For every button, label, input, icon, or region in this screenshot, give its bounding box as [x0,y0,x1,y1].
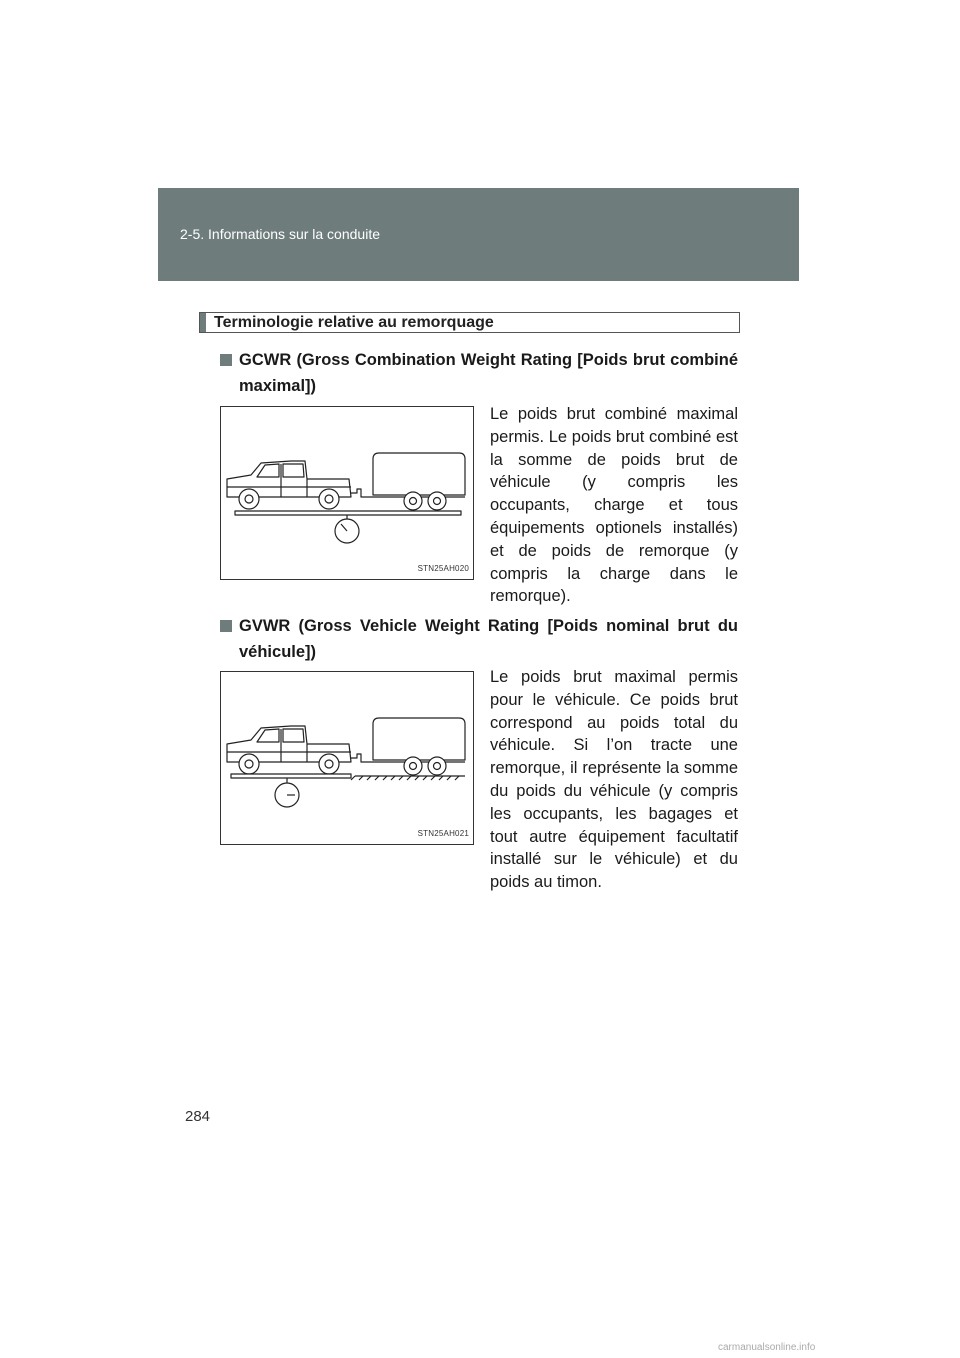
footer-watermark[interactable]: carmanualsonline.info [718,1342,816,1353]
gcwr-description: Le poids brut combiné maximal permis. Le poids brut combiné est la somme de poids brut de véhicule (y compris les occupants, charge et tous équipements optionels installés) et de poids de remorque (y compris la charge dans le remorque). [490,405,738,606]
gvwr-figure-code: STN25AH021 [417,829,469,838]
header-band [158,188,799,281]
gvwr-description: Le poids brut maximal permis pour le véhicule. Ce poids brut correspond au poids total du véhicule. Si l’on tracte une remorque, il représente la somme du poids du véhicule (y compris les occupants, les bagages et tout autre équipement facultatif installé sur le véhicule) et du poids au timon. [490,668,738,892]
square-bullet-icon [220,354,232,366]
gcwr-figure [220,406,474,580]
gcwr-figure-code: STN25AH020 [417,564,469,573]
square-bullet-icon [220,620,232,632]
truck-trailer-illustration [221,407,475,581]
section-title: Terminologie relative au remorquage [214,314,494,331]
gvwr-figure [220,671,474,845]
gcwr-heading-text: GCWR (Gross Combination Weight Rating [Poids brut combiné maximal]) [239,351,738,395]
truck-trailer-illustration [221,672,475,846]
page-number: 284 [185,1108,211,1125]
gvwr-heading-text: GVWR (Gross Vehicle Weight Rating [Poids nominal brut du véhicule]) [239,617,738,661]
gvwr-heading [220,613,738,665]
gcwr-heading [220,347,738,399]
breadcrumb: 2-5. Informations sur la conduite [180,226,380,242]
section-title-bar [199,312,740,333]
section-accent [200,313,206,332]
